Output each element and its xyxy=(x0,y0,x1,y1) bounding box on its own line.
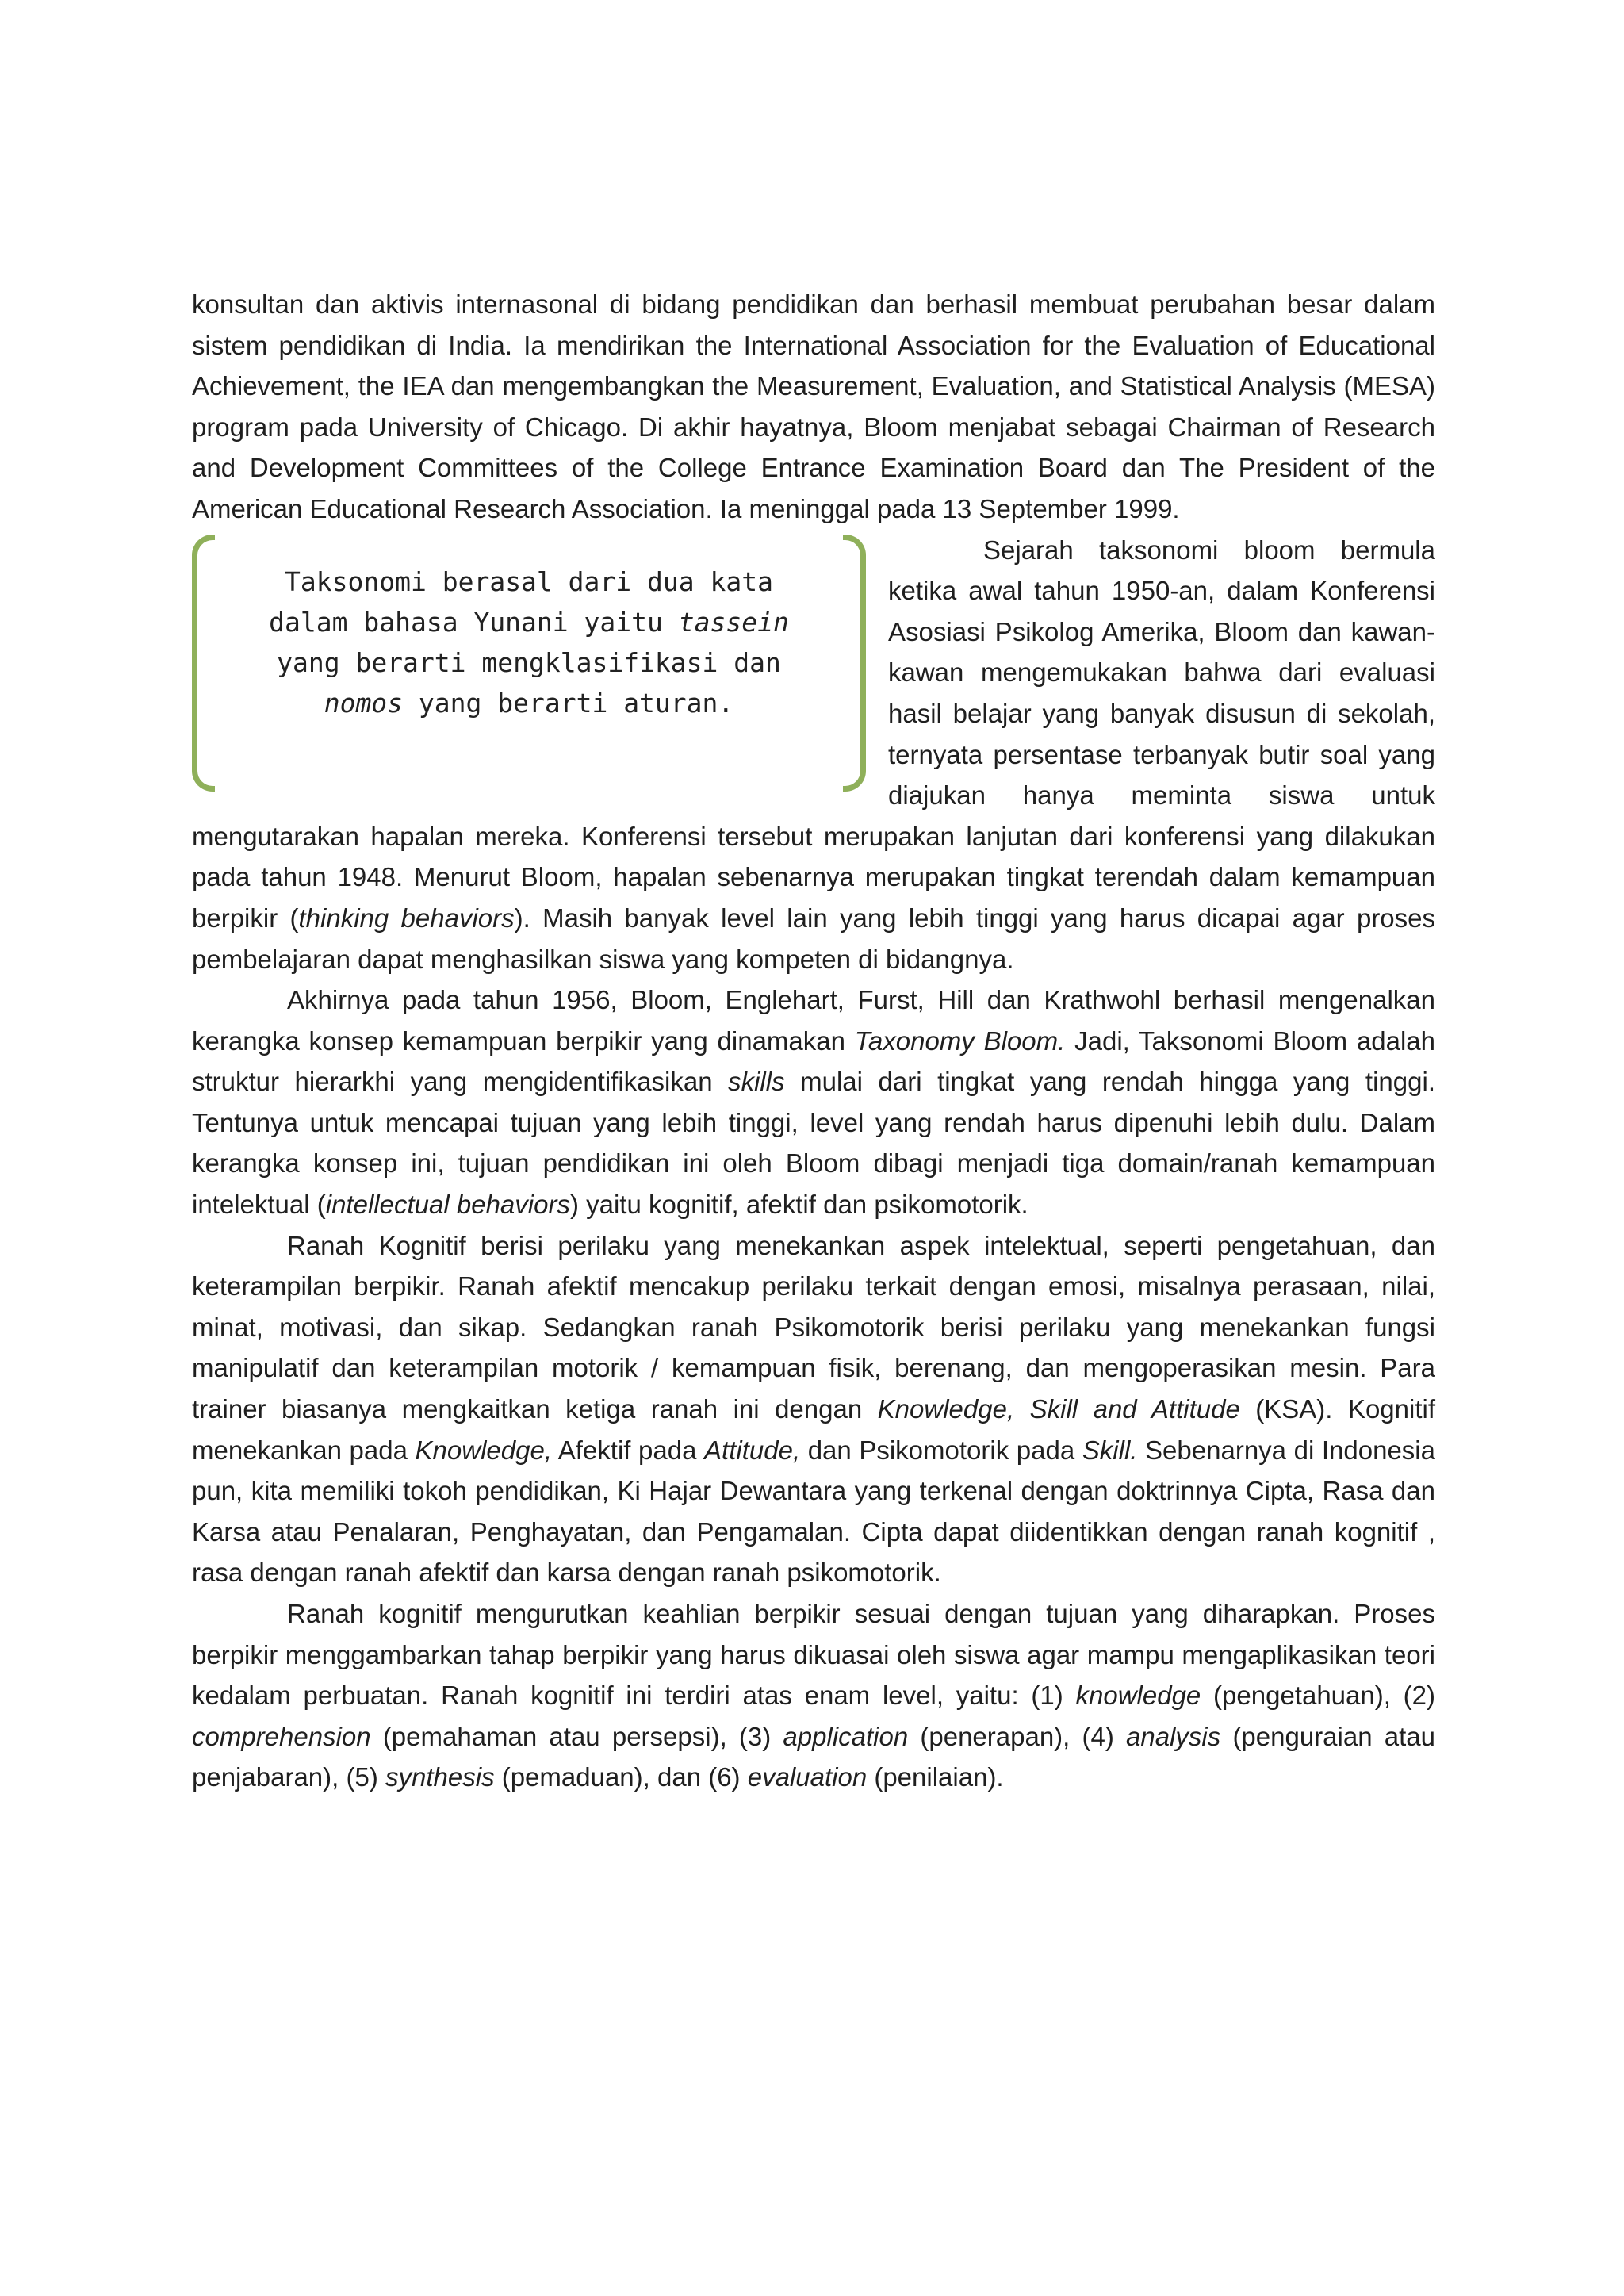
paragraph-bloom-biography: konsultan dan aktivis internasonal di bidang pendidikan dan berhasil membuat perubahan besar dalam sistem pendidikan di India. Ia mendirikan the International Association for the Evaluation of Educational Achievement, the IEA dan mengembangkan the Measurement, Evaluation, and Statistical Analysis (MESA) program pada University of Chicago. Di akhir hayatnya, Bloom menjabat sebagai Chairman of Research and Development Committees of the College Entrance Examination Board dan The President of the American Educational Research Association. Ia meninggal pada 13 September 1999. xyxy=(192,289,1435,523)
paragraph-domains: Ranah Kognitif berisi perilaku yang menekankan aspek intelektual, seperti pengetahuan, dan keterampilan berpikir. Ranah afektif mencakup perilaku terkait dengan emosi, misalnya perasaan, nilai, minat, motivasi, dan sikap. Sedangkan ranah Psikomotorik berisi perilaku yang menekankan fungsi manipulatif dan keterampilan motorik / kemampuan fisik, berenang, dan mengoperasikan mesin. Para trainer biasanya mengkaitkan ketiga ranah ini dengan Knowledge, Skill and Attitude (KSA). Kognitif menekankan pada Knowledge, Afektif pada Attitude, dan Psikomotorik pada Skill. Sebenarnya di Indonesia pun, kita memiliki tokoh pendidikan, Ki Hajar Dewantara yang terkenal dengan doktrinnya Cipta, Rasa dan Karsa atau Penalaran, Penghayatan, dan Pengamalan. Cipta dapat diidentikkan dengan ranah kognitif , rasa dengan ranah afektif dan karsa dengan ranah psikomotorik. xyxy=(192,1230,1436,1588)
pull-quote-text: Taksonomi berasal dari dua kata dalam bahasa Yunani yaitu tassein yang berarti mengklasifikasi dan nomos yang berarti aturan. xyxy=(269,565,789,719)
left-bracket-decoration xyxy=(192,535,215,792)
paragraph-taxonomy-bloom: Akhirnya pada tahun 1956, Bloom, Englehart, Furst, Hill dan Krathwohl berhasil mengenalkan kerangka konsep kemampuan berpikir yang dinamakan Taxonomy Bloom. Jadi, Taksonomi Bloom adalah struktur hierarkhi yang mengidentifikasikan skills mulai dari tingkat yang rendah hingga yang tinggi. Tentunya untuk mencapai tujuan yang lebih tinggi, level yang rendah harus dipenuhi lebih dulu. Dalam kerangka konsep ini, tujuan pendidikan ini oleh Bloom dibagi menjadi tiga domain/ranah kemampuan intelektual (intellectual behaviors) yaitu kognitif, afektif dan psikomotorik. xyxy=(192,985,1435,1220)
document-body xyxy=(192,284,1435,1798)
paragraph-cognitive-levels: Ranah kognitif mengurutkan keahlian berpikir sesuai dengan tujuan yang diharapkan. Proses berpikir menggambarkan tahap berpikir yang harus dikuasai oleh siswa agar mampu mengaplikasikan teori kedalam perbuatan. Ranah kognitif ini terdiri atas enam level, yaitu: (1) knowledge (pengetahuan), (2) comprehension (pemahaman atau persepsi), (3) application (penerapan), (4) analysis (penguraian atau penjabaran), (5) synthesis (pemaduan), dan (6) evaluation (penilaian). xyxy=(192,1599,1435,1792)
right-bracket-decoration xyxy=(843,535,866,792)
pull-quote xyxy=(192,531,866,784)
paragraph-taxonomy-history: Sejarah taksonomi bloom bermula ketika awal tahun 1950-an, dalam Konferensi Asosiasi Psikolog Amerika, Bloom dan kawan-kawan mengemukakan bahwa dari evaluasi hasil belajar yang banyak disusun di sekolah, ternyata persentase terbanyak butir soal yang diajukan hanya meminta siswa untuk mengutarakan hapalan mereka. Konferensi tersebut merupakan lanjutan dari konferensi yang dilakukan pada tahun 1948. Menurut Bloom, hapalan sebenarnya merupakan tingkat terendah dalam kemampuan berpikir (thinking behaviors). Masih banyak level lain yang lebih tinggi yang harus dicapai agar proses pembelajaran dapat menghasilkan siswa yang kompeten di bidangnya. xyxy=(192,535,1436,974)
